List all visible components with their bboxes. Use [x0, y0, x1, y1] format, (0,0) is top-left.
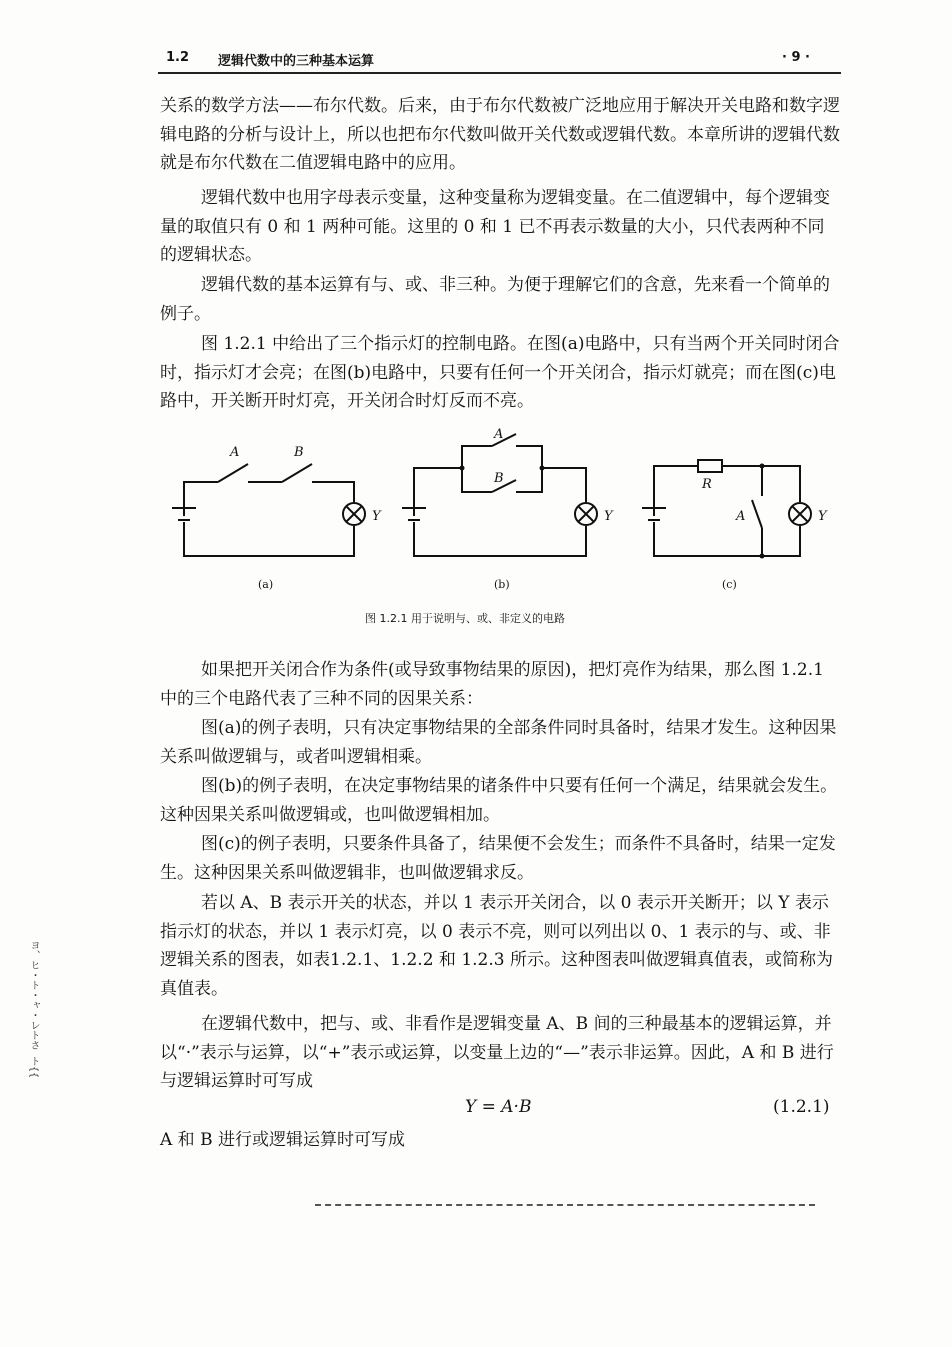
circuit-figure [150, 416, 850, 591]
bottom-scan-line [315, 1204, 815, 1208]
label-c-lamp: Y [818, 509, 827, 524]
equation: Y = A·B [465, 1097, 532, 1117]
paragraph-8: 图(c)的例子表明，只要条件具备了，结果便不会发生；而条件不具备时，结果一定发生。这种因果关系叫做逻辑非，也叫做逻辑求反。 [160, 834, 836, 883]
page-number: · 9 · [782, 50, 810, 65]
label-c-resistor: R [702, 477, 712, 492]
circuit-a [172, 464, 365, 556]
paragraph-7: 图(b)的例子表明，在决定事物结果的诸条件中只要有任何一个满足，结果就会发生。这种因果关系叫做逻辑或，也叫做逻辑相加。 [160, 776, 838, 825]
figure-caption: 图 1.2.1 用于说明与、或、非定义的电路 [365, 612, 565, 625]
paragraph-4: 图 1.2.1 中给出了三个指示灯的控制电路。在图(a)电路中，只有当两个开关同时闭合时，指示灯才会亮；在图(b)电路中，只要有任何一个开关闭合，指示灯就亮；而在图(c)电路中，开关断开时灯亮，开关闭合时灯反而不亮。 [160, 334, 840, 411]
sublabel-a: (a) [258, 578, 274, 591]
label-b-switch-b: B [494, 471, 504, 486]
running-header [158, 46, 838, 70]
header-rule [158, 72, 841, 74]
label-a-switch-a: A [230, 445, 240, 460]
label-b-lamp: Y [604, 509, 613, 524]
label-c-switch-a: A [736, 509, 746, 524]
section-title: 逻辑代数中的三种基本运算 [218, 54, 375, 69]
paragraph-11: A 和 B 进行或逻辑运算时可写成 [160, 1130, 405, 1150]
paragraph-3: 逻辑代数的基本运算有与、或、非三种。为便于理解它们的含意，先来看一个简单的例子。 [160, 275, 830, 324]
label-a-lamp: Y [372, 509, 381, 524]
sublabel-c: (c) [722, 578, 737, 591]
label-b-switch-a: A [494, 427, 504, 442]
paragraph-2: 逻辑代数中也用字母表示变量，这种变量称为逻辑变量。在二值逻辑中，每个逻辑变量的取值只有 0 和 1 两种可能。这里的 0 和 1 已不再表示数量的大小，只代表两种不同的逻辑状态。 [160, 188, 830, 265]
equation-number: (1.2.1) [773, 1097, 830, 1117]
paragraph-10: 在逻辑代数中，把与、或、非看作是逻辑变量 A、B 间的三种最基本的逻辑运算，并以“·”表示与运算，以“+”表示或运算，以变量上边的“—”表示非运算。因此，A 和 B 进行与逻辑运算时可写成 [160, 1014, 834, 1091]
side-marks: ヨ、ヒ・ト・ャ・レトさ ト{{ [28, 940, 39, 1079]
paragraph-5: 如果把开关闭合作为条件(或导致事物结果的原因)，把灯亮作为结果，那么图 1.2.1 中的三个电路代表了三种不同的因果关系： [160, 660, 824, 709]
section-number: 1.2 [166, 50, 190, 65]
paragraph-6: 图(a)的例子表明，只有决定事物结果的全部条件同时具备时，结果才发生。这种因果关系叫做逻辑与，或者叫逻辑相乘。 [160, 718, 837, 767]
circuit-c [642, 460, 811, 556]
label-a-switch-b: B [294, 445, 304, 460]
circuit-b [402, 434, 597, 556]
sublabel-b: (b) [494, 578, 510, 591]
paragraph-1: 关系的数学方法——布尔代数。后来，由于布尔代数被广泛地应用于解决开关电路和数字逻辑电路的分析与设计上，所以也把布尔代数叫做开关代数或逻辑代数。本章所讲的逻辑代数就是布尔代数在二值逻辑电路中的应用。 [160, 96, 840, 173]
paragraph-9: 若以 A、B 表示开关的状态，并以 1 表示开关闭合，以 0 表示开关断开；以 Y 表示指示灯的状态，并以 1 表示灯亮，以 0 表示不亮，则可以列出以 0、1 表示的与、或、非逻辑关系的图表，如表1.2.1、1.2.2 和 1.2.3 所示。这种图表叫做逻辑真值表，或简称为真值表。 [160, 893, 833, 999]
